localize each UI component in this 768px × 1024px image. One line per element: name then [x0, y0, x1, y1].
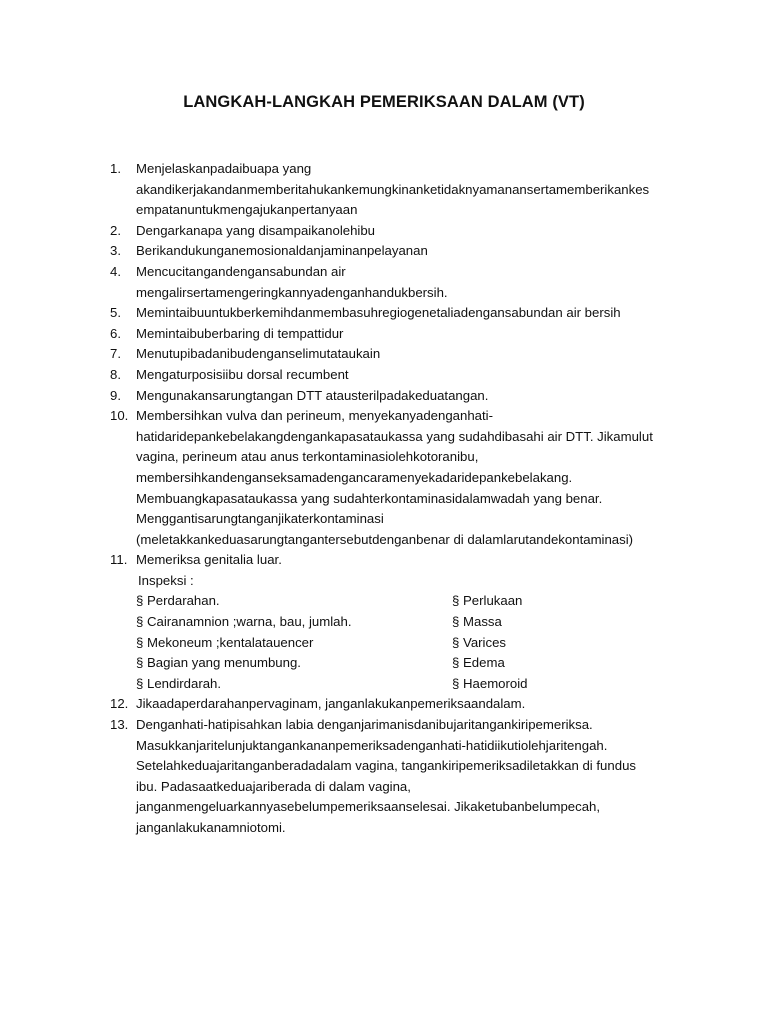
step-text: janganlakukanamniotomi. — [136, 820, 286, 835]
step-text: akandikerjakandanmemberitahukankemungkinanketidaknyamanansertamemberikankes — [136, 181, 650, 197]
step-text: (meletakkankeduasarungtangantersebutdenganbenar di dalamlarutandekontaminasi) — [136, 531, 634, 547]
step-text: Masukkanjaritelunjuktangankananpemeriksadenganhati-hatidiikutiolehjaritengah. — [136, 737, 608, 753]
checklist-row — [136, 591, 680, 612]
step-text: Membersihkan vulva dan perineum, menyekanyadenganhati- — [136, 408, 494, 424]
list-item — [110, 159, 680, 221]
list-item — [110, 550, 680, 694]
list-item — [110, 303, 680, 324]
step-text: Jikaadaperdarahanpervaginam, janganlakukanpemeriksaandalam. — [136, 696, 526, 712]
step-text: Menggantisarungtanganjikaterkontaminasi — [136, 511, 384, 527]
inspection-checklist — [136, 591, 680, 694]
checklist-item-left: § Lendirdarah. — [136, 675, 222, 691]
checklist-row — [136, 674, 680, 695]
step-text: membersihkandenganseksamadengancaramenyekadaridepankebelakang. — [136, 469, 573, 485]
step-text: Memintaibuuntukberkemihdanmembasuhregiogenetaliadengansabundan air bersih — [136, 305, 621, 321]
checklist-row — [136, 653, 680, 674]
step-text: Denganhati-hatipisahkan labia denganjarimanisdanibujaritangankiripemeriksa. — [136, 717, 593, 733]
step-text: vagina, perineum atau anus terkontaminasiolehkotoranibu, — [136, 449, 479, 465]
step-text: Mengaturposisiibu dorsal recumbent — [136, 366, 349, 382]
step-number: 4. — [110, 263, 121, 279]
step-number: 6. — [110, 325, 121, 341]
step-number: 2. — [110, 222, 121, 238]
list-item — [110, 386, 680, 407]
page-title: LANGKAH-LANGKAH PEMERIKSAAN DALAM (VT) — [183, 93, 585, 111]
list-item — [110, 406, 680, 550]
checklist-item-left: § Bagian yang menumbung. — [136, 655, 301, 671]
step-number: 7. — [110, 346, 121, 362]
step-number: 12. — [110, 696, 129, 712]
list-item — [110, 694, 680, 715]
step-text: Mencucitangandengansabundan air — [136, 263, 346, 279]
step-text: Menutupibadanibudenganselimutataukain — [136, 346, 381, 362]
step-text: Mengunakansarungtangan DTT atausterilpadakeduatangan. — [136, 387, 489, 403]
step-text: janganmengeluarkannyasebelumpemeriksaanselesai. Jikaketubanbelumpecah, — [136, 799, 601, 815]
step-number: 13. — [110, 717, 129, 733]
step-number: 11. — [110, 552, 128, 568]
list-item — [110, 365, 680, 386]
step-number: 5. — [110, 305, 121, 321]
step-text: Setelahkeduajaritanganberadadalam vagina, tangankiripemeriksadiletakkan di fundus — [136, 758, 636, 774]
step-number: 1. — [110, 161, 121, 176]
step-number: 8. — [110, 366, 121, 382]
checklist-row — [136, 633, 680, 654]
checklist-item-right: § Edema — [452, 655, 505, 671]
step-text: Berikandukunganemosionaldanjaminanpelayanan — [136, 243, 428, 259]
step-text: Dengarkanapa yang disampaikanolehibu — [136, 222, 376, 238]
list-item — [110, 241, 680, 262]
step-text: mengalirsertamengeringkannyadenganhandukbersih. — [136, 284, 448, 300]
step-text: Menjelaskanpadaibuapa yang — [136, 161, 312, 176]
step-text: Memintaibuberbaring di tempattidur — [136, 325, 344, 341]
checklist-item-left: § Cairanamnion ;warna, bau, jumlah. — [136, 614, 352, 630]
step-text: Membuangkapasataukassa yang sudahterkontaminasidalamwadah yang benar. — [136, 490, 603, 506]
checklist-item-right: § Varices — [452, 634, 506, 650]
checklist-item-right: § Perlukaan — [452, 593, 523, 609]
step-text: Memeriksa genitalia luar. — [136, 552, 282, 568]
list-item — [110, 221, 680, 242]
step-number: 3. — [110, 243, 121, 259]
step-text: hatidaridepankebelakangdengankapasataukassa yang sudahdibasahi air DTT. Jikamulut — [136, 428, 653, 444]
checklist-item-right: § Massa — [452, 614, 502, 630]
step-number: 9. — [110, 387, 121, 403]
checklist-item-right: § Haemoroid — [452, 675, 528, 691]
inspection-label: Inspeksi : — [138, 572, 194, 588]
step-text: empatanuntukmengajukanpertanyaan — [136, 202, 358, 218]
steps-list — [110, 159, 680, 839]
checklist-item-left: § Mekoneum ;kentalatauencer — [136, 634, 314, 650]
step-text: ibu. Padasaatkeduajariberada di dalam vagina, — [136, 778, 411, 794]
checklist-row — [136, 612, 680, 633]
step-number: 10. — [110, 408, 129, 424]
list-item — [110, 262, 680, 303]
list-item — [110, 715, 680, 839]
list-item — [110, 324, 680, 345]
list-item — [110, 344, 680, 365]
checklist-item-left: § Perdarahan. — [136, 593, 220, 609]
